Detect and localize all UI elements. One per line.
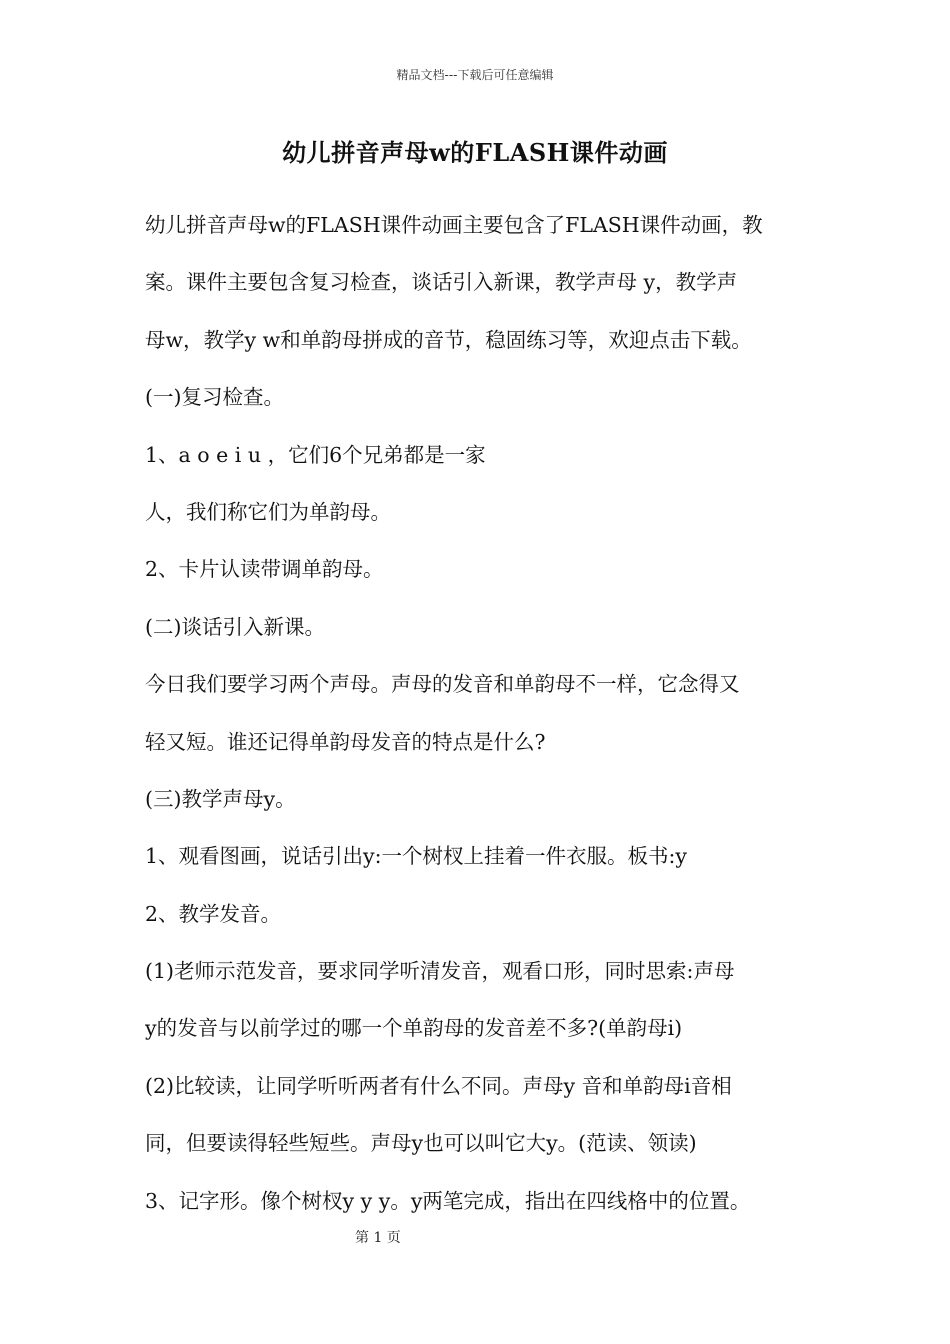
- body-line: 幼儿拼音声母w的FLASH课件动画主要包含了FLASH课件动画，教: [145, 213, 763, 237]
- body-line: 3、记字形。像个树杈y y y。y两笔完成，指出在四线格中的位置。: [145, 1188, 751, 1213]
- page-header-note: 精品文档---下载后可任意编辑: [396, 68, 554, 82]
- body-line: 轻又短。谁还记得单韵母发音的特点是什么?: [145, 729, 546, 754]
- body-line: 母w，教学y w和单韵母拼成的音节，稳固练习等，欢迎点击下载。: [145, 327, 752, 352]
- body-line: 2、教学发音。: [145, 901, 282, 926]
- page-number: 第 1 页: [355, 1230, 401, 1246]
- body-line: (2)比较读，让同学听听两者有什么不同。声母y 音和单韵母i音相: [145, 1073, 732, 1098]
- body-line: (一)复习检查。: [145, 385, 284, 410]
- body-line: (1)老师示范发音，要求同学听清发音，观看口形，同时思索:声母: [145, 959, 735, 984]
- document-title: 幼儿拼音声母w的FLASH课件动画: [282, 138, 668, 167]
- body-line: (二)谈话引入新课。: [145, 614, 325, 639]
- body-line: (三)教学声母y。: [145, 786, 296, 811]
- body-line: 同，但要读得轻些短些。声母y也可以叫它大y。(范读、领读): [145, 1131, 697, 1156]
- body-line: y的发音与以前学过的哪一个单韵母的发音差不多?(单韵母i): [145, 1016, 683, 1041]
- body-line: 今日我们要学习两个声母。声母的发音和单韵母不一样，它念得又: [145, 672, 740, 697]
- body-line: 2、卡片认读带调单韵母。: [145, 557, 384, 582]
- document-body: [145, 197, 810, 1230]
- body-line: 1、观看图画，说话引出y:一个树杈上挂着一件衣服。板书:y: [145, 844, 688, 869]
- body-line: 人，我们称它们为单韵母。: [145, 499, 391, 524]
- body-line: 案。课件主要包含复习检查，谈话引入新课，教学声母 y，教学声: [145, 270, 738, 295]
- body-line: 1、a o e i u ，它们6个兄弟都是一家: [145, 442, 486, 467]
